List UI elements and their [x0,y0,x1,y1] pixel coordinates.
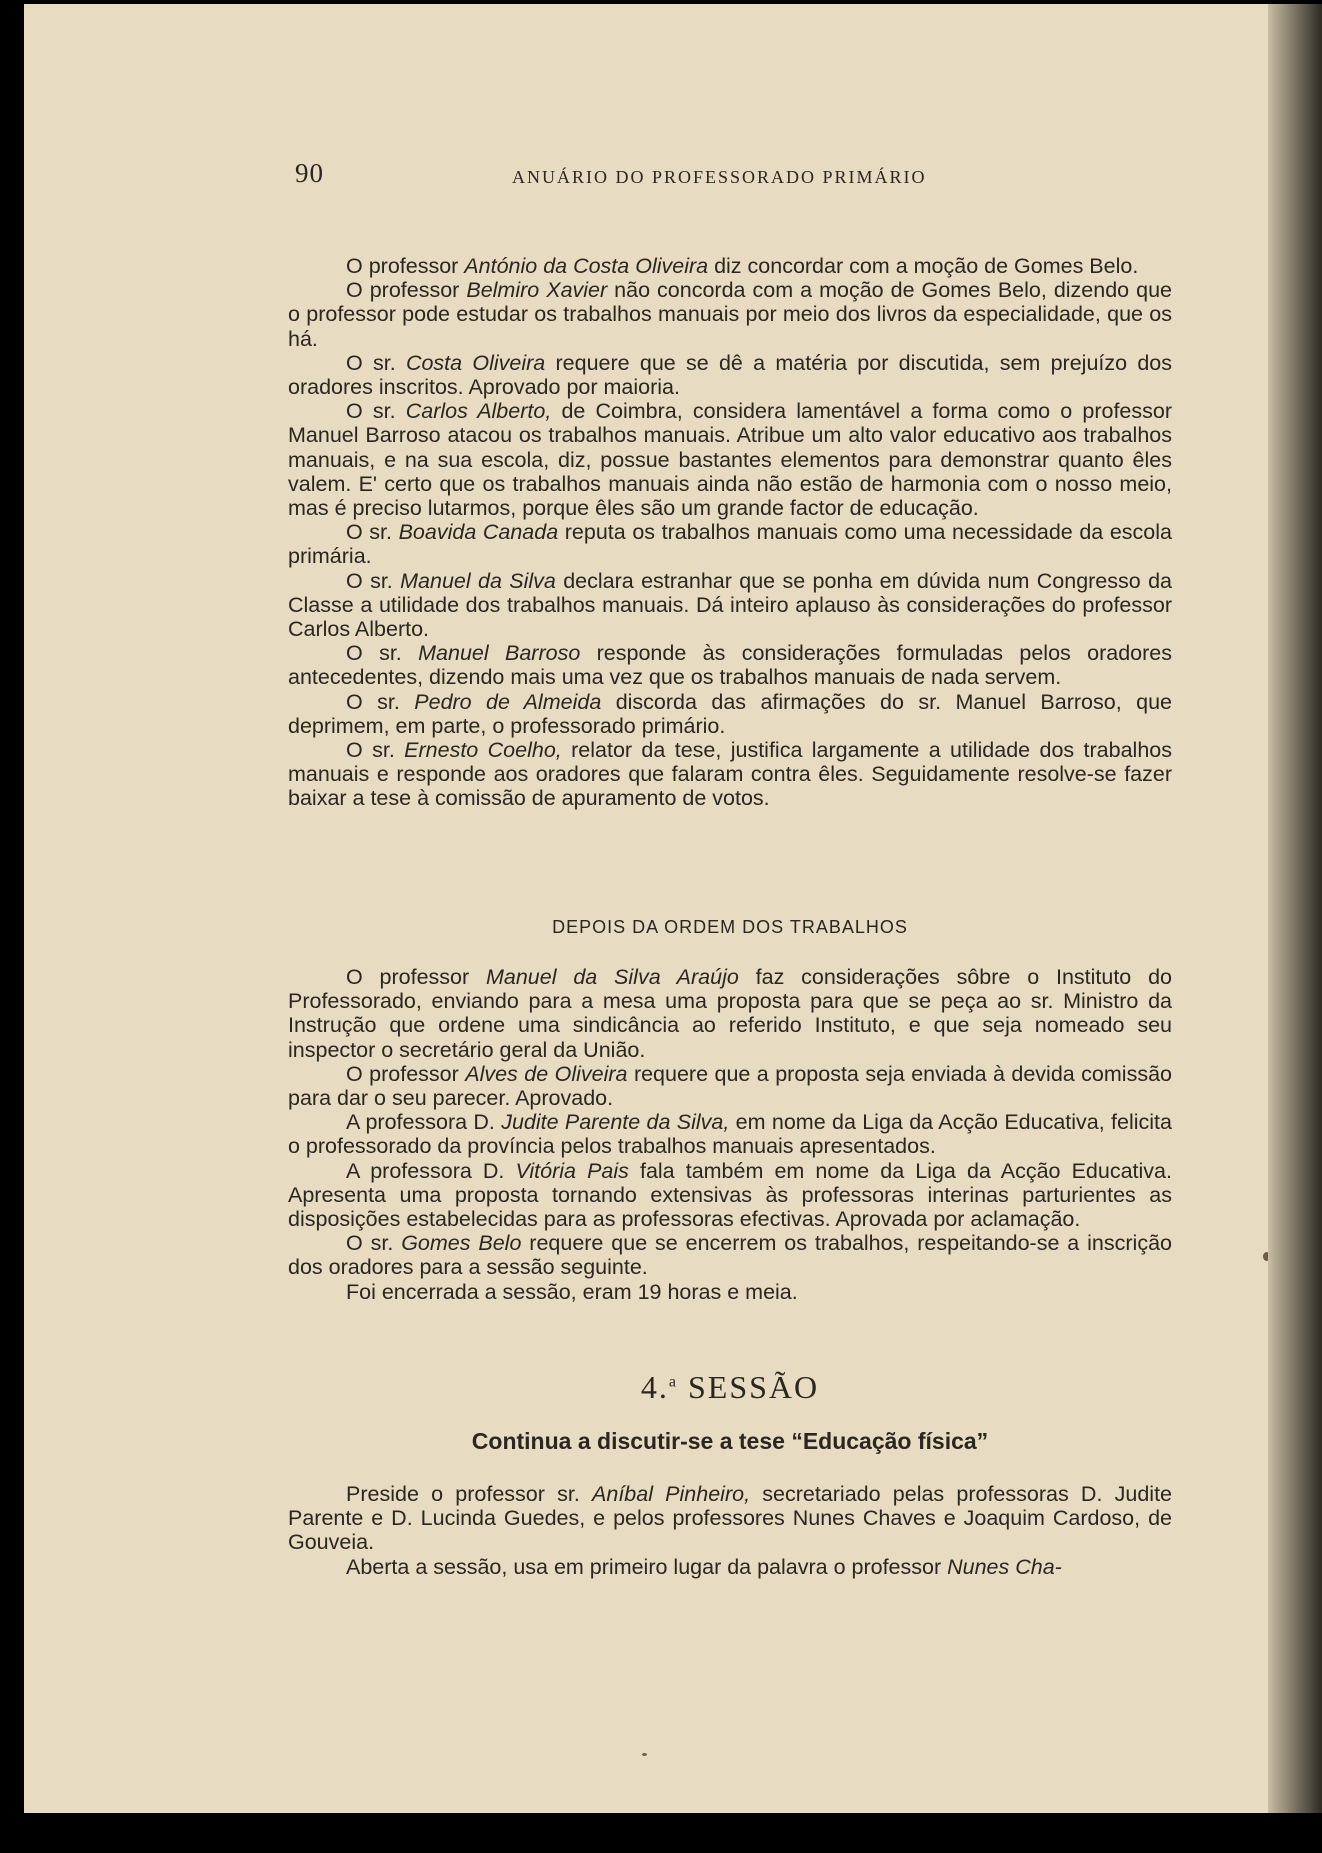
text-run: em nome da Liga da Acção Educativa, felicita o professorado da província pelos trabalhos manuais apresentados. [288,1110,1172,1159]
text-run: faz considerações sôbre o Instituto do Professorado, enviando para a mesa uma proposta para que se peça ao sr. Ministro da Instrução que ordene uma sindicância ao referido Instituto, e que seja nomeado seu inspector o secretário geral da União. [288,965,1172,1062]
paragraph [288,399,1172,520]
paragraph [288,278,1172,351]
page-header [295,158,995,198]
text-run: de Coimbra, considera lamentável a forma como o professor Manuel Barroso atacou os trabalhos manuais. Atribue um alto valor educativo aos trabalhos manuais, e na sua escola, diz, possue bastantes elementos para demonstrar quanto êles valem. E' certo que os trabalhos manuais ainda não estão de harmonia com o nosso meio, mas é preciso lutarmos, porque êles são um grande factor de educação. [288,399,1172,521]
speaker-name: Manuel da Silva Araújo [485,965,739,989]
text-run: O sr. [346,738,405,763]
minutes-section-3 [288,1482,1172,1579]
text-run: O sr. [346,399,406,424]
text-run: A professora D. [346,1158,516,1183]
text-run: discorda das afirmações do sr. Manuel Barroso, que deprimem, em parte, o professorado primário. [288,689,1172,738]
text-run: Foi encerrada a sessão, eram 19 horas e meia. [346,1279,798,1304]
text-run: Preside o professor sr. [346,1482,593,1506]
text-run: O sr. [346,689,415,714]
paragraph [288,1110,1172,1158]
text-run: O sr. [346,641,419,666]
paragraph [288,254,1172,278]
thesis-title: Continua a discutir-se a tese “Educação física” [471,1428,989,1454]
session-title [288,1369,1172,1406]
session-ordinal: a [668,1373,678,1391]
speaker-name: Manuel da Silva [400,568,556,593]
paragraph [288,738,1172,811]
text-run: Aberta a sessão, usa em primeiro lugar da palavra o professor [346,1554,948,1579]
paragraph [288,1482,1172,1555]
text-run: diz concordar com a moção de Gomes Belo. [708,254,1139,278]
paragraph [288,641,1172,689]
paragraph [288,965,1172,1062]
text-run: O professor [346,254,465,278]
speaker-name: Pedro de Almeida [414,689,602,714]
text-run: relator da tese, justifica largamente a utilidade dos trabalhos manuais e responde aos oradores que falaram contra êles. Seguidamente resolve-se fazer baixar a tese à comissão de apuramento de votos. [288,738,1172,811]
speaker-name: Nunes Cha- [947,1554,1062,1579]
speaker-name: Ernesto Coelho, [404,738,562,763]
text-run: A professora D. [346,1110,502,1135]
text-run: fala também em nome da Liga da Acção Educativa. Apresenta uma proposta tornando extensivas às professoras interinas parturientes as disposições estabelecidas para as professoras efectivas. Aprovada por aclamação. [288,1158,1172,1232]
paragraph [288,569,1172,642]
text-run: requere que se dê a matéria por discutida, sem prejuízo dos oradores inscritos. Aprovado por maioria. [288,350,1172,400]
speaker-name: Belmiro Xavier [466,278,608,303]
paragraph [288,1159,1172,1232]
text-run: declara estranhar que se ponha em dúvida num Congresso da Classe a utilidade dos trabalhos manuais. Dá inteiro aplauso às considerações do professor Carlos Alberto. [288,568,1172,642]
text-run: reputa os trabalhos manuais como uma necessidade da escola primária. [288,520,1172,569]
text-run: responde às considerações formuladas pelos oradores antecedentes, dizendo mais uma vez que os trabalhos manuais de nada servem. [288,641,1172,690]
speaker-name: Manuel Barroso [418,641,581,666]
session-word: SESSÃO [687,1369,820,1405]
session-number: 4. [640,1369,669,1405]
paragraph [288,351,1172,399]
book-page [24,4,1288,1813]
section-heading-ordem: DEPOIS DA ORDEM DOS TRABALHOS [552,917,908,937]
speaker-name: Gomes Belo [401,1231,522,1256]
paragraph [288,690,1172,738]
page-gutter-shadow [1268,4,1322,1813]
text-run: não concorda com a moção de Gomes Belo, dizendo que o professor pode estudar os trabalhos manuais por meio dos livros da especialidade, que os há. [288,278,1173,351]
text-run: O sr. [346,350,406,375]
text-run: requere que se encerrem os trabalhos, respeitando-se a inscrição dos oradores para a sessão seguinte. [288,1231,1172,1280]
text-run: secretariado pelas professoras D. Judite Parente e D. Lucinda Guedes, e pelos professores Nunes Chaves e Joaquim Cardoso, de Gouveia. [288,1482,1172,1555]
text-run: requere que a proposta seja enviada à devida comissão para dar o seu parecer. Aprovado. [288,1061,1172,1111]
paragraph [288,520,1172,568]
text-run: O professor [346,965,486,989]
text-run: O professor [346,278,467,303]
speaker-name: Aníbal Pinheiro, [592,1482,751,1506]
running-title: ANUÁRIO DO PROFESSORADO PRIMÁRIO [512,167,927,187]
minutes-section-1 [288,254,1172,811]
speaker-name: Vitória Pais [515,1158,629,1183]
speaker-name: António da Costa Oliveira [464,254,709,278]
paragraph [288,1062,1172,1110]
paragraph [288,1280,1172,1304]
speaker-name: Alves de Oliveira [465,1061,628,1086]
minutes-section-2 [288,965,1172,1304]
text-run: O professor [346,1061,466,1086]
paragraph [288,1231,1172,1279]
paragraph [288,1555,1172,1579]
speaker-name: Carlos Alberto, [405,399,552,424]
speaker-name: Costa Oliveira [405,350,546,375]
text-run: O sr. [346,1231,402,1256]
speaker-name: Boavida Canada [398,520,559,545]
speaker-name: Judite Parente da Silva, [501,1110,730,1135]
paper-speck [642,1753,647,1756]
page-number: 90 [295,158,324,188]
text-run: O sr. [346,520,399,545]
text-run: O sr. [346,568,401,593]
